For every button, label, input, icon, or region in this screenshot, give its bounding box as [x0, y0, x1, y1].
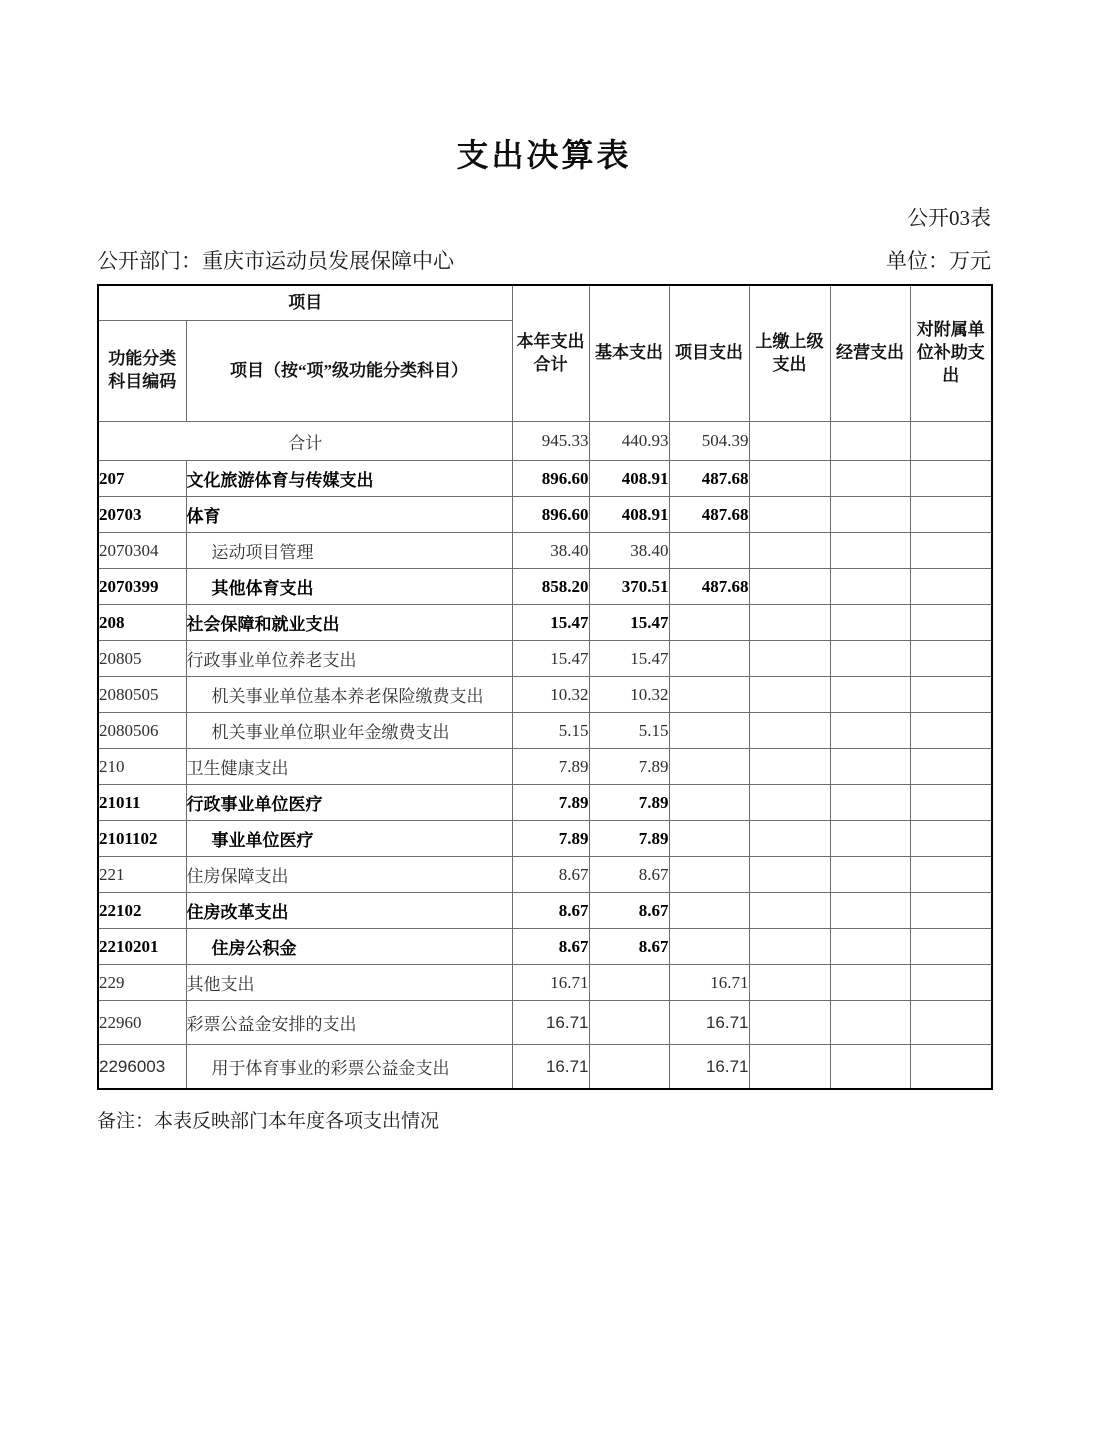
row-value: 38.40 [589, 533, 669, 569]
table-header [98, 285, 992, 422]
row-value: 408.91 [589, 461, 669, 497]
table-row [98, 533, 992, 569]
row-value [830, 713, 910, 749]
row-value [749, 929, 830, 965]
row-value: 408.91 [589, 497, 669, 533]
row-value [910, 497, 992, 533]
document-content [97, 0, 991, 1133]
table-note: 备注：本表反映部门本年度各项支出情况 [97, 1111, 440, 1132]
table-row [98, 497, 992, 533]
row-value [830, 821, 910, 857]
row-code: 2080506 [98, 713, 186, 749]
row-name: 住房保障支出 [186, 857, 512, 893]
row-value [749, 677, 830, 713]
row-name: 住房公积金 [186, 929, 512, 965]
row-value [669, 893, 749, 929]
meta-row [97, 245, 991, 275]
row-value: 15.47 [589, 641, 669, 677]
row-value [749, 821, 830, 857]
row-value: 7.89 [589, 785, 669, 821]
row-code: 22102 [98, 893, 186, 929]
row-code: 229 [98, 965, 186, 1001]
row-value [830, 749, 910, 785]
row-code: 210 [98, 749, 186, 785]
row-value: 504.39 [669, 422, 749, 461]
row-value [669, 857, 749, 893]
header-col-operating: 经营支出 [830, 285, 910, 422]
row-value [669, 929, 749, 965]
row-value [910, 713, 992, 749]
row-value [830, 533, 910, 569]
row-code: 2296003 [98, 1045, 186, 1090]
row-value: 15.47 [512, 641, 589, 677]
row-name: 其他体育支出 [186, 569, 512, 605]
row-value [830, 497, 910, 533]
row-value: 15.47 [512, 605, 589, 641]
row-value: 7.89 [589, 749, 669, 785]
row-name: 社会保障和就业支出 [186, 605, 512, 641]
table-row [98, 605, 992, 641]
header-col-basic: 基本支出 [589, 285, 669, 422]
row-value [910, 1001, 992, 1045]
header-group-project: 项目 [98, 285, 512, 321]
table-body [98, 422, 992, 1090]
row-name: 机关事业单位基本养老保险缴费支出 [186, 677, 512, 713]
row-value [749, 497, 830, 533]
row-value [749, 641, 830, 677]
header-row-1 [98, 285, 992, 321]
header-code-column: 功能分类科目编码 [98, 321, 186, 422]
row-value [749, 713, 830, 749]
row-value: 7.89 [512, 821, 589, 857]
row-name: 行政事业单位医疗 [186, 785, 512, 821]
row-value: 16.71 [512, 965, 589, 1001]
row-value: 16.71 [512, 1045, 589, 1090]
row-value [669, 605, 749, 641]
row-value [910, 821, 992, 857]
row-value: 8.67 [512, 857, 589, 893]
table-row [98, 569, 992, 605]
row-value [910, 893, 992, 929]
row-value [910, 677, 992, 713]
row-value [669, 641, 749, 677]
row-value [910, 569, 992, 605]
row-value [749, 461, 830, 497]
row-name: 卫生健康支出 [186, 749, 512, 785]
row-value [669, 677, 749, 713]
row-value [830, 569, 910, 605]
row-value [749, 749, 830, 785]
row-value [830, 605, 910, 641]
row-name: 其他支出 [186, 965, 512, 1001]
row-name: 机关事业单位职业年金缴费支出 [186, 713, 512, 749]
row-value [669, 533, 749, 569]
row-value: 8.67 [589, 929, 669, 965]
row-name: 行政事业单位养老支出 [186, 641, 512, 677]
row-code: 207 [98, 461, 186, 497]
row-value [749, 1045, 830, 1090]
row-value [749, 785, 830, 821]
row-value: 10.32 [589, 677, 669, 713]
row-value [830, 965, 910, 1001]
row-code: 2070399 [98, 569, 186, 605]
header-col-project-expense: 项目支出 [669, 285, 749, 422]
department-label: 公开部门：重庆市运动员发展保障中心 [97, 249, 454, 273]
row-value: 370.51 [589, 569, 669, 605]
row-value [749, 965, 830, 1001]
row-value: 7.89 [512, 749, 589, 785]
expenditure-table [97, 284, 993, 1090]
unit-label: 单位：万元 [886, 249, 991, 273]
header-col-subsidy: 对附属单位补助支出 [910, 285, 992, 422]
table-row [98, 677, 992, 713]
row-value [910, 461, 992, 497]
row-code: 2070304 [98, 533, 186, 569]
total-row [98, 422, 992, 461]
row-value [749, 533, 830, 569]
row-value: 8.67 [512, 929, 589, 965]
row-value [749, 893, 830, 929]
row-value: 10.32 [512, 677, 589, 713]
row-code: 221 [98, 857, 186, 893]
row-value [749, 857, 830, 893]
table-row [98, 713, 992, 749]
table-row [98, 1045, 992, 1090]
row-value: 16.71 [669, 1045, 749, 1090]
table-row [98, 641, 992, 677]
row-value [910, 965, 992, 1001]
row-value: 440.93 [589, 422, 669, 461]
table-row [98, 749, 992, 785]
row-value: 5.15 [512, 713, 589, 749]
row-value [910, 422, 992, 461]
table-row [98, 965, 992, 1001]
row-value [749, 422, 830, 461]
row-value [830, 893, 910, 929]
row-value: 38.40 [512, 533, 589, 569]
row-name: 体育 [186, 497, 512, 533]
header-col-year-total: 本年支出合计 [512, 285, 589, 422]
row-value: 5.15 [589, 713, 669, 749]
row-value [669, 821, 749, 857]
table-row [98, 893, 992, 929]
row-value [669, 785, 749, 821]
row-value: 945.33 [512, 422, 589, 461]
row-code: 22960 [98, 1001, 186, 1045]
row-code: 20805 [98, 641, 186, 677]
row-value: 487.68 [669, 497, 749, 533]
row-value [830, 677, 910, 713]
row-name: 住房改革支出 [186, 893, 512, 929]
row-value: 8.67 [589, 893, 669, 929]
row-value [910, 749, 992, 785]
row-code: 2080505 [98, 677, 186, 713]
row-value: 487.68 [669, 569, 749, 605]
row-value [749, 605, 830, 641]
row-value: 16.71 [512, 1001, 589, 1045]
row-value: 8.67 [589, 857, 669, 893]
row-name: 事业单位医疗 [186, 821, 512, 857]
table-row [98, 857, 992, 893]
row-name: 文化旅游体育与传媒支出 [186, 461, 512, 497]
row-value [669, 749, 749, 785]
row-value: 896.60 [512, 461, 589, 497]
row-value: 858.20 [512, 569, 589, 605]
table-row [98, 461, 992, 497]
table-row [98, 929, 992, 965]
row-value [830, 422, 910, 461]
row-value: 16.71 [669, 1001, 749, 1045]
row-value: 7.89 [589, 821, 669, 857]
row-value [589, 965, 669, 1001]
row-value [589, 1001, 669, 1045]
row-value [910, 605, 992, 641]
row-code: 2101102 [98, 821, 186, 857]
row-value [830, 929, 910, 965]
table-row [98, 785, 992, 821]
table-row [98, 821, 992, 857]
row-value [910, 641, 992, 677]
table-row [98, 1001, 992, 1045]
row-value [830, 1045, 910, 1090]
row-value: 8.67 [512, 893, 589, 929]
row-code: 21011 [98, 785, 186, 821]
table-code-label: 公开03表 [907, 206, 991, 230]
row-value [669, 713, 749, 749]
row-value [830, 1001, 910, 1045]
row-code: 208 [98, 605, 186, 641]
row-value [910, 929, 992, 965]
row-name: 运动项目管理 [186, 533, 512, 569]
row-value [749, 1001, 830, 1045]
row-value [589, 1045, 669, 1090]
row-value [910, 857, 992, 893]
row-value [830, 641, 910, 677]
row-value [830, 857, 910, 893]
row-value: 15.47 [589, 605, 669, 641]
row-value: 16.71 [669, 965, 749, 1001]
row-value: 896.60 [512, 497, 589, 533]
row-value [910, 785, 992, 821]
row-value [830, 461, 910, 497]
page-title: 支出决算表 [456, 137, 632, 173]
row-value [830, 785, 910, 821]
header-col-upper-level: 上缴上级支出 [749, 285, 830, 422]
row-value [910, 533, 992, 569]
header-name-column: 项目（按“项”级功能分类科目） [186, 321, 512, 422]
row-code: 20703 [98, 497, 186, 533]
row-name: 用于体育事业的彩票公益金支出 [186, 1045, 512, 1090]
row-value: 487.68 [669, 461, 749, 497]
row-code: 2210201 [98, 929, 186, 965]
row-name: 彩票公益金安排的支出 [186, 1001, 512, 1045]
row-value [910, 1045, 992, 1090]
row-value: 7.89 [512, 785, 589, 821]
row-value [749, 569, 830, 605]
total-label: 合计 [98, 422, 512, 461]
